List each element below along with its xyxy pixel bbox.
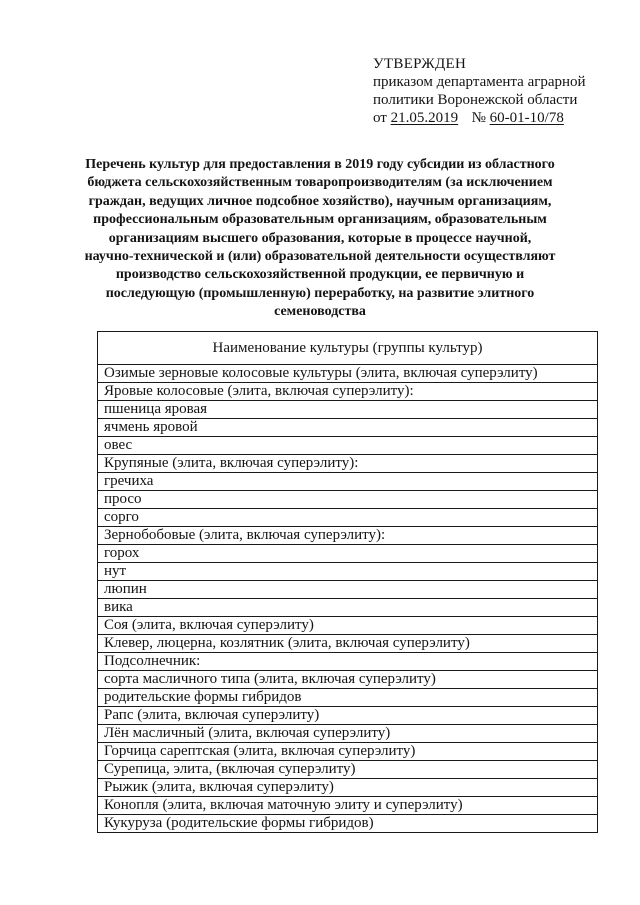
approval-number-prefix: № [471,110,486,126]
title-line: последующую (промышленную) переработку, на развитие элитного [105,285,535,301]
crop-name-cell: Сурепица, элита, (включая суперэлиту) [98,761,598,779]
table-row [98,617,598,635]
table-row [98,383,598,401]
crop-name-cell: Крупяные (элита, включая суперэлиту): [98,455,598,473]
table-row [98,401,598,419]
table-row [98,365,598,383]
title-line: профессиональным образовательным организациям, образовательным [93,212,547,228]
approval-line-2: политики Воронежской области [373,92,578,108]
approval-line-1: приказом департамента аграрной [373,74,586,90]
table-row [98,815,598,833]
crop-name-cell: Зернобобовые (элита, включая суперэлиту): [98,527,598,545]
document-title [0,156,640,322]
table-row [98,473,598,491]
table-row [98,761,598,779]
title-line: организациям высшего образования, которые в процессе научной, [108,230,532,246]
crops-table [97,331,598,833]
crop-name-cell: вика [98,599,598,617]
crop-name-cell: сорго [98,509,598,527]
title-line: научно-технической и (или) образовательной деятельности осуществляют [84,249,556,265]
table-row [98,707,598,725]
table-row [98,725,598,743]
crop-name-cell: Рыжик (элита, включая суперэлиту) [98,779,598,797]
table-row [98,509,598,527]
table-row [98,563,598,581]
crop-name-cell: Лён масличный (элита, включая суперэлиту) [98,725,598,743]
table-header-row [98,332,598,365]
approval-number: 60-01-10/78 [489,110,564,126]
table-row [98,671,598,689]
crop-name-cell: Подсолнечник: [98,653,598,671]
crop-name-cell: гречиха [98,473,598,491]
title-line: граждан, ведущих личное подсобное хозяйство), научным организациям, [88,193,552,209]
crop-name-cell: Яровые колосовые (элита, включая суперэлиту): [98,383,598,401]
crop-name-cell: овес [98,437,598,455]
crop-name-cell: родительские формы гибридов [98,689,598,707]
table-row [98,599,598,617]
title-line: бюджета сельскохозяйственным товаропроизводителям (за исключением [87,175,553,191]
table-row [98,797,598,815]
crop-name-cell: горох [98,545,598,563]
approval-block [373,55,586,127]
table-row [98,491,598,509]
title-line: Перечень культур для предоставления в 2019 году субсидии из областного [85,157,555,172]
column-header-crop-name: Наименование культуры (группы культур) [98,332,598,365]
approval-status: УТВЕРЖДЕН [373,56,467,72]
crop-name-cell: пшеница яровая [98,401,598,419]
table-row [98,743,598,761]
crop-name-cell: нут [98,563,598,581]
crop-name-cell: Озимые зерновые колосовые культуры (элита, включая суперэлиту) [98,365,598,383]
table-row [98,437,598,455]
table-row [98,455,598,473]
table-row [98,779,598,797]
crop-name-cell: сорта масличного типа (элита, включая суперэлиту) [98,671,598,689]
crop-name-cell: Рапс (элита, включая суперэлиту) [98,707,598,725]
table-row [98,581,598,599]
crop-name-cell: Конопля (элита, включая маточную элиту и суперэлиту) [98,797,598,815]
table-row [98,527,598,545]
crop-name-cell: Клевер, люцерна, козлятник (элита, включая суперэлиту) [98,635,598,653]
table-row [98,635,598,653]
table-row [98,689,598,707]
table-row [98,653,598,671]
crop-name-cell: просо [98,491,598,509]
table-row [98,545,598,563]
crop-name-cell: Соя (элита, включая суперэлиту) [98,617,598,635]
crop-name-cell: ячмень яровой [98,419,598,437]
title-line: семеноводства [274,304,366,320]
crop-name-cell: Горчица сарептская (элита, включая суперэлиту) [98,743,598,761]
approval-date-prefix: от [373,110,387,126]
title-line: производство сельскохозяйственной продукции, ее первичную и [115,267,525,283]
approval-date: 21.05.2019 [390,110,459,126]
crop-name-cell: люпин [98,581,598,599]
table-row [98,419,598,437]
approval-date-line [373,109,586,127]
crop-name-cell: Кукуруза (родительские формы гибридов) [98,815,598,833]
